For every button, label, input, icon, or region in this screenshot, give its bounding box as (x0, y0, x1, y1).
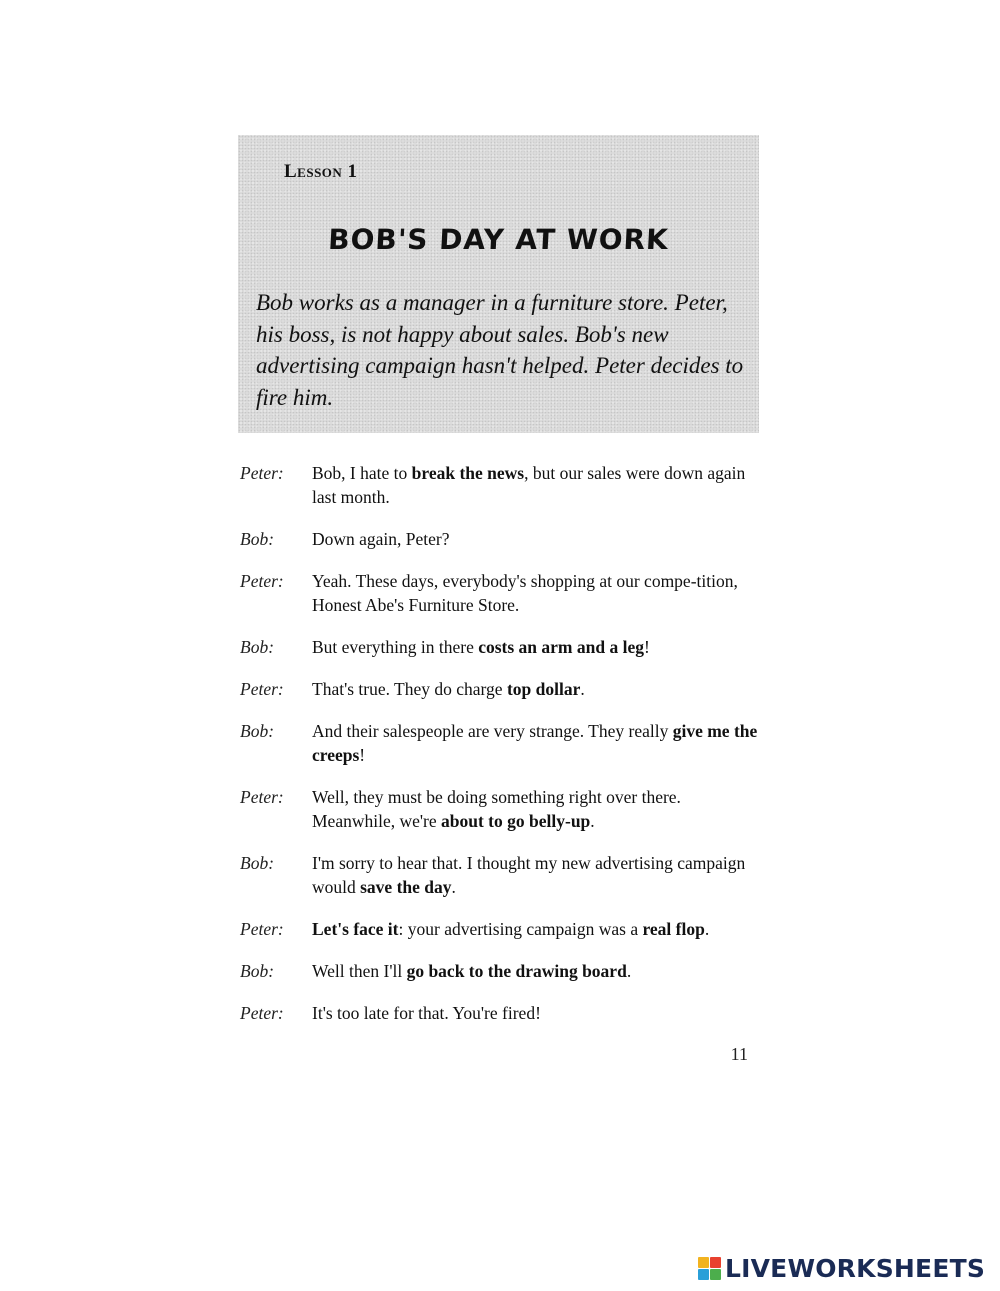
idiom-phrase: Let's face it (312, 919, 399, 939)
speaker-name: Bob: (240, 637, 275, 657)
dialogue-line (240, 461, 765, 509)
liveworksheets-logo-icon (698, 1257, 721, 1280)
dialogue-line (240, 785, 765, 833)
speech-text (312, 527, 765, 551)
speech-text (312, 635, 765, 659)
idiom-phrase: real flop (642, 919, 705, 939)
speaker-name: Peter: (240, 1003, 284, 1023)
speech-text (312, 785, 765, 833)
idiom-phrase: top dollar (506, 679, 581, 699)
dialogue-line (240, 917, 765, 941)
idiom-phrase: costs an arm and a leg (478, 637, 644, 657)
speaker-name: Peter: (240, 787, 284, 807)
dialogue (240, 461, 765, 1043)
speech-fragment: Well then I'll (312, 961, 407, 981)
idiom-phrase: go back to the drawing board (406, 961, 627, 981)
speaker-name: Peter: (240, 679, 284, 699)
speaker-name: Bob: (240, 721, 275, 741)
dialogue-line (240, 635, 765, 659)
logo-tile-4 (710, 1269, 721, 1280)
brand-name: LIVEWORKSHEETS (725, 1253, 986, 1283)
speech-fragment: . (590, 811, 595, 831)
speech-text (312, 569, 765, 617)
speech-fragment: Bob, I hate to (312, 463, 412, 483)
logo-tile-1 (698, 1257, 709, 1268)
dialogue-line (240, 959, 765, 983)
speech-fragment: : your advertising campaign was a (398, 919, 643, 939)
idiom-phrase: break the news (411, 463, 525, 483)
speech-fragment: . (451, 877, 456, 897)
speaker-name: Bob: (240, 853, 275, 873)
speech-text (312, 917, 765, 941)
dialogue-line (240, 527, 765, 551)
lesson-intro: Bob works as a manager in a furniture store. Peter, his boss, is not happy about sales. Bob's new advertising campaign hasn't helped. Peter decides to fire him. (256, 290, 744, 410)
idiom-phrase: save the day (360, 877, 452, 897)
logo-tile-3 (698, 1269, 709, 1280)
speech-text (312, 677, 765, 701)
speaker-name: Peter: (240, 571, 284, 591)
lesson-header-panel (238, 135, 759, 433)
speech-fragment: ! (643, 637, 650, 657)
lesson-title: BOB'S DAY AT WORK (327, 223, 670, 256)
speaker-name: Bob: (240, 529, 275, 549)
lesson-label: Lesson 1 (284, 161, 358, 182)
dialogue-line (240, 719, 765, 767)
speech-fragment: . (626, 961, 632, 981)
speech-text (312, 461, 765, 509)
page-number: 11 (730, 1044, 748, 1064)
dialogue-line (240, 677, 765, 701)
speaker-name: Peter: (240, 463, 284, 483)
speech-fragment: Down again, Peter? (312, 529, 450, 549)
idiom-phrase: about to go belly-up (441, 811, 591, 831)
speech-fragment: . (704, 919, 710, 939)
speech-fragment: I'm sorry to hear that. I thought my new advertising campaign would (312, 853, 746, 897)
dialogue-line (240, 569, 765, 617)
speech-text (312, 959, 765, 983)
dialogue-line (240, 1001, 765, 1025)
speech-fragment: . (580, 679, 585, 699)
idiom-phrase: give me the creeps (312, 721, 758, 765)
speech-fragment: ! (359, 745, 366, 765)
speech-fragment: Well, they must be doing something right over there. Meanwhile, we're (312, 787, 681, 831)
speech-fragment: That's true. They do charge (312, 679, 507, 699)
speech-text (312, 851, 765, 899)
speaker-name: Bob: (240, 961, 275, 981)
liveworksheets-brand[interactable] (698, 1253, 985, 1283)
speech-text (312, 1001, 765, 1025)
dialogue-line (240, 851, 765, 899)
speech-text (312, 719, 765, 767)
speaker-name: Peter: (240, 919, 284, 939)
speech-fragment: And their salespeople are very strange. They really (312, 721, 673, 741)
speech-fragment: Yeah. These days, everybody's shopping at our compe-tition, Honest Abe's Furniture Store. (312, 571, 738, 615)
speech-fragment: But everything in there (312, 637, 479, 657)
speech-fragment: , but our sales were down again last month. (312, 463, 746, 507)
speech-fragment: It's too late for that. You're fired! (312, 1003, 541, 1023)
logo-tile-2 (710, 1257, 721, 1268)
